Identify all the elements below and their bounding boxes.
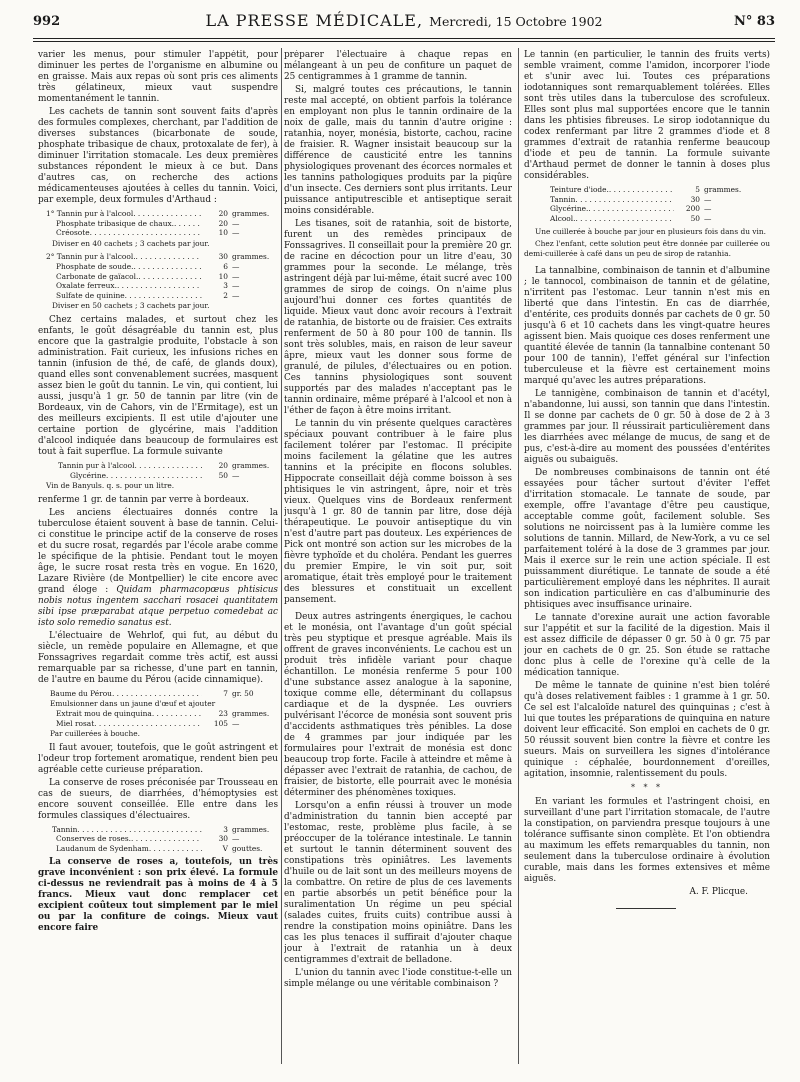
paragraph: De nombreuses combinaisons de tannin ont été essayées pour tâcher surtout d'éviter l'effet d'irritation stomacale. Le tannate de soude, par exemple, offre l'avantage d'être peu caustique, acceptable comme goût, facilement soluble. Ses solutions ne noircissent pas à la lumière comme les solutions de tannin. Millard, de New-York, a vu ce sel parfaitement toléré à la dose de 3 grammes par jour. Mais il exerce sur le rein une action spéciale. Il est puissamment diurétique. Le tannate de soude a été particulièrement employé dans les néphrites. Il aurait son indication particulière en cas d'albuminurie des phtisiques avec insuffisance urinaire. (524, 468, 770, 611)
ingredient: Extrait mou de quinquina (56, 708, 152, 718)
unit: grammes. (232, 209, 270, 218)
formula-line (550, 185, 750, 195)
end-rule (616, 908, 676, 909)
quantity: 3 (223, 824, 228, 834)
quantity: 10 (218, 228, 228, 238)
quantity: 30 (218, 834, 228, 844)
quantity: 105 (213, 718, 228, 728)
formula-line (46, 209, 278, 219)
formula-line (46, 252, 278, 262)
issue-number: N° 83 (734, 14, 775, 29)
formula-line (52, 844, 278, 854)
paragraph: Si, malgré toutes ces précautions, le tannin reste mal accepté, on obtient parfois la tolérance en employant non plus le tannin ordinaire de la noix de galle, mais du tannin d'autre origine : ratanhia, noyer, monésia, bistorte, cachou, racine de fraisier. R. Wagner insistait beaucoup sur la différence de causticité entre les tannins physiologiques provenant des écorces normales et les tannins pathologiques produits par la piqûre d'un insecte. Ces derniers sont plus irritants. Leur puissance antiputrescible et antiseptique serait moins considérable. (284, 85, 512, 216)
unit: — (232, 261, 240, 271)
unit: — (232, 228, 240, 238)
paragraph: La conserve de roses a, toutefois, un très grave inconvénient : son prix élevé. La formule ci-dessus ne reviendrait pas à moins de 4 à 5 francs. Mieux vaut donc remplacer cet excipient coûteux tout simplement par le miel ou par la confiture de coings. Mieux vaut encore faire (38, 857, 278, 934)
paragraph: Deux autres astringents énergiques, le cachou et le monésia, ont l'avantage d'un goût spécial très peu styptique et presque agréable. Mais ils offrent de graves inconvénients. Le cachou est un produit très infidèle variant pour chaque échantillon. Le monésia renferme 5 pour 100 d'une substance assez analogue à la saponine, toxique comme elle, déterminant du collapsus cardiaque et de la dyspnée. Les ouvriers pulvérisant l'écorce de monésia sont souvent pris d'accidents asthmatiques très pénibles. La dose de 4 grammes par jour indiquée par les formulaires pour l'extrait de monésia est donc beaucoup trop forte. Facile à atteindre et même à dépasser avec l'extrait de ratanhia, de cachou, de fraisier, de bistorte, elle pourrait avec le monésia déterminer des phénomènes toxiques. (284, 612, 512, 798)
unit: — (232, 470, 240, 480)
issue-date: Mercredi, 15 Octobre 1902 (429, 14, 603, 29)
ingredient: Phosphate tribasique de chaux. (56, 218, 174, 228)
unit: grammes. (232, 708, 270, 718)
unit: grammes. (232, 252, 270, 262)
unit: — (232, 218, 240, 228)
formula-line (46, 281, 278, 291)
ingredient: Tannin (52, 824, 78, 834)
column-2 (284, 50, 512, 1068)
latin-quotation: Quidam pharmacopœus phtisicus nobis notus ingentem sacchari rosacei quantitatem sibi ipse præparabat atque perpetuo comedebat ac isto solo remedio sanatus est. (38, 584, 278, 628)
ingredient: 2° Tannin pur à l'alcool. (46, 252, 136, 262)
formula-line (52, 834, 278, 844)
paragraph: Le tannin du vin présente quelques caractères spéciaux pouvant contribuer à le faire plus facilement tolérer par l'estomac. Il précipite moins facilement la gélatine que les autres tannins et la précipite en flocons solubles. Hippocrate conseillait déjà comme boisson à ses phtisiques le vin astringent, âpre, noir et très vieux. Quelques vins de Bordeaux renferment jusqu'à 1 gr. 80 de tannin par litre, dose déjà thérapeutique. Le pouvoir antiseptique du vin n'est d'autre part pas douteux. Les expériences de Pick ont montré son action sur les microbes de la fièvre typhoïde et du choléra. Pendant les guerres du premier Empire, le vin soit pur, soit aromatique, était très employé pour le traitement des blessures et constituait un excellent pansement. (284, 419, 512, 605)
formula-line (50, 689, 278, 699)
formula-line (550, 214, 750, 224)
paragraph: Le tannate d'orexine aurait une action favorable sur l'appétit et sur la facilité de la digestion. Mais il est assez difficile de dépasser 0 gr. 50 à 0 gr. 75 par jour en cachets de 0 gr. 25. Son étude se rattache donc plus à celle de l'orexine qu'à celle de la médication tannique. (524, 613, 770, 679)
ingredient: Miel rosat (56, 718, 95, 728)
formula-note: Par cuillerées à bouche. (50, 729, 141, 739)
formula-line (550, 195, 750, 205)
formula-2 (46, 252, 278, 311)
formula-note: Une cuillerée à bouche par jour en plusieurs fois dans du vin. (535, 227, 766, 237)
ingredient: Glycérine. (550, 204, 589, 214)
unit: — (232, 290, 240, 300)
paragraph-text: Les anciens électuaires donnés contre la tuberculose étaient souvent à base de tannin. Celui-ci constitue le principe actif de la conserve de roses et du sucre rosat, regardés par l'école arabe comme le spécifique de la phtisie. Pendant tout le moyen âge, le sucre rosat resta très en vogue. En 1620, Lazare Rivière (de Montpellier) le cite encore avec grand éloge : (38, 507, 278, 595)
quantity: 50 (690, 213, 700, 223)
formula-line (46, 291, 278, 301)
quantity: 7 (223, 688, 228, 698)
quantity: 20 (218, 460, 228, 470)
ingredient: Phosphate de soude. (56, 261, 134, 271)
paragraph (38, 508, 278, 629)
quantity: 2 (223, 290, 228, 300)
ingredient: 1° Tannin pur à l'alcool (46, 209, 134, 218)
paragraph: L'électuaire de Wehrlof, qui fut, au début du siècle, un remède populaire en Allemagne, et que Fonssagrives regardait comme très actif, est aussi remarquable par sa richesse, d'une part en tannin, de l'autre en baume du Pérou (acide cinnamique). (38, 630, 278, 685)
ingredient: Créosote (56, 228, 90, 238)
paragraph: Les cachets de tannin sont souvent faits d'après des formules complexes, cherchant, par l'addition de diverses substances (bicarbonate de soude, phosphate tribasique de chaux, protoxalate de fer), à diminuer l'irritation stomacale. Les deux premières substances répondent le mieux à ce but. Dans d'autres cas, on recherche des actions médicamenteuses ajoutées à celles du tannin. Voici, par exemple, deux formules d'Arthaud : (38, 107, 278, 205)
header-rule (33, 38, 775, 39)
formula-1 (46, 209, 278, 248)
unit: — (704, 213, 712, 223)
unit: grammes. (232, 460, 270, 470)
quantity: 20 (218, 209, 228, 218)
formula-line (50, 709, 278, 719)
journal-title (33, 11, 775, 30)
unit: — (232, 834, 240, 844)
formula-note: Chez l'enfant, cette solution peut être donnée par cuillerée ou demi-cuillerée à café dans un peu de sirop de ratanhia. (524, 238, 770, 258)
formula-line (46, 272, 278, 282)
formula-line (550, 204, 750, 214)
column-divider (281, 48, 282, 1064)
quantity: 6 (223, 261, 228, 271)
formula-note: Diviser en 40 cachets ; 3 cachets par jour. (52, 238, 210, 248)
ingredient: Sulfate de quinine (56, 290, 125, 300)
paragraph: varier les menus, pour stimuler l'appétit, pour diminuer les pertes de l'organisme en albumine ou en graisse. Mais aux repas où sont pris ces aliments très gélatineux, mieux vaut suspendre momentanément le tannin. (38, 50, 278, 104)
paragraph: Les tisanes, soit de ratanhia, soit de bistorte, furent un des remèdes principaux de Fonssagrives. Il conseillait pour la première 20 gr. de racine en décoction pour un litre d'eau, 30 grammes pour la seconde. Le mélange, très astringent déjà par lui-même, était sucré avec 100 grammes de sirop de coings. On n'aime plus aujourd'hui donner ces fortes quantités de liquide. Mieux vaut donc avoir recours à l'extrait de ratanhia, de bistorte ou de fraisier. Ces extraits renferment de 50 à 80 pour 100 de tannin. Ils sont très solubles, mais, en raison de leur saveur âpre, mieux vaut les donner sous forme de granulé, de pilules, d'électuaires ou en potion. Ces tannins physiologiques sont souvent supportés par des malades n'acceptant pas le tannin ordinaire, même préparé à l'alcool et non à l'éther de façon à être moins irritant. (284, 219, 512, 416)
column-divider (518, 48, 519, 1064)
formula-5 (52, 825, 278, 854)
paragraph: préparer l'électuaire à chaque repas en mélangeant à un peu de confiture un paquet de 25 centigrammes à 1 gramme de tannin. (284, 50, 512, 82)
paragraph: Il faut avouer, toutefois, que le goût astringent et l'odeur trop fortement aromatique, rendent bien peu agréable cette curieuse préparation. (38, 742, 278, 775)
formula-instruction: Emulsionner dans un jaune d'œuf et ajouter (50, 699, 216, 709)
paragraph: Chez certains malades, et surtout chez les enfants, le goût désagréable du tannin est, plus encore que la gastralgie produite, l'obstacle à son administration. Fait curieux, les infusions riches en tannin (infusion de thé, de café, de glands doux), quand elles sont convenablement sucrées, masquent assez bien le goût du tannin. Le vin, qui contient, lui aussi, jusqu'à 1 gr. 50 de tannin par litre (vin de Bordeaux, vin de Cahors, vin de l'Ermitage), est un des meilleurs excipients. Il est utile d'ajouter une certaine portion de glycérine, mais l'addition d'alcool indiquée dans beaucoup de formulaires est tout à fait superflue. La formule suivante (38, 314, 278, 457)
page-number: 992 (33, 14, 61, 29)
quantity: 5 (695, 185, 700, 194)
formula-4 (50, 689, 278, 739)
quantity: 200 (685, 204, 700, 214)
paragraph: Le tannin (en particulier, le tannin des fruits verts) semble vraiment, comme l'amidon, incorporer l'iode et s'unir avec lui. Toutes ces préparations iodotanniques sont remarquablement tolérées. Elles sont très utiles dans la tuberculose des scrofuleux. Elles sont plus mal supportées encore que le tannin dans les phtisies fibreuses. Le sirop iodotannique du codex renfermant par litre 2 grammes d'iode et 8 grammes d'extrait de ratanhia renferme beaucoup d'iode et peu de tannin. La formule suivante d'Arthaud permet de donner le tannin à doses plus considérables. (524, 50, 770, 181)
unit: gouttes. (232, 843, 263, 853)
formula-line (46, 262, 278, 272)
quantity: 23 (218, 708, 228, 718)
unit: — (232, 718, 240, 728)
unit: grammes. (232, 824, 270, 834)
formula-line (52, 825, 278, 835)
quantity: 30 (218, 252, 228, 262)
unit: — (704, 204, 712, 214)
column-1 (38, 50, 278, 1068)
journal-name: LA PRESSE MÉDICALE, (205, 11, 424, 30)
unit: gr. 50 (232, 688, 254, 698)
ingredient: Tannin (550, 194, 576, 204)
formula-note: Vin de Banyuls. q. s. pour un litre. (46, 481, 175, 491)
ingredient: Oxalate ferreux. (56, 281, 117, 291)
paragraph: Lorsqu'on a enfin réussi à trouver un mode d'administration du tannin bien accepté par l'estomac, reste, problème plus facile, à se préoccuper de la tolérance intestinale. Le tannin et surtout le tannin déterminent souvent des constipations très opiniâtres. Les lavements d'huile ou de lait sont un des meilleurs moyens de la combattre. On retire de plus de ces lavements en partie absorbés un petit bénéfice pour la suralimentation Un régime un peu spécial (salades cuites, fruits cuits) contribue aussi à rendre la constipation moins opiniâtre. Dans les cas les plus tenaces il suffirait d'ajouter chaque jour à l'extrait de ratanhia un à deux centigrammes d'extrait de belladone. (284, 801, 512, 965)
ingredient: Teinture d'iode. (550, 185, 609, 194)
paragraph: La tannalbine, combinaison de tannin et d'albumine ; le tannocol, combinaison de tannin et de gélatine, n'irritent pas l'estomac. Leur tannin n'est mis en liberté que dans l'intestin. En cas de diarrhée, d'entérite, ces produits donnés par cachets de 0 gr. 50 jusqu'à 6 et 10 cachets dans les vingt-quatre heures agissent bien. Mais quoique ces doses renferment une quantité élevée de tannin (la tannalbine contenant 50 pour 100 de tannin), l'effet général sur l'infection tuberculeuse et la fièvre est certainement moins marqué qu'avec les autres préparations. (524, 266, 770, 387)
unit: — (232, 281, 240, 291)
formula-line (58, 471, 278, 481)
formula-line (50, 719, 278, 729)
formula-line (46, 228, 278, 238)
quantity: 30 (690, 194, 700, 204)
formula-3 (46, 460, 278, 491)
paragraph: De même le tannate de quinine n'est bien toléré qu'à doses relativement faibles : 1 gramme à 1 gr. 50. Ce sel est l'alcaloïde naturel des quinquinas ; c'est à lui que toutes les préparations de quinquina en nature doivent leur efficacité. Son emploi en cachets de 0 gr. 50 réussit souvent bien contre la fièvre et contre les sueurs. Mais on surveillera les signes d'intolérance quinique : céphalée, bourdonnement d'oreilles, agitation, insomnie, ralentissement du pouls. (524, 681, 770, 780)
ingredient: Conserves de roses. (56, 834, 131, 844)
unit: — (232, 271, 240, 281)
ingredient: Carbonate de gaïacol. (56, 271, 139, 281)
ingredient: Alcool. (550, 213, 576, 223)
header-rule-double (33, 41, 775, 42)
unit: — (704, 194, 712, 204)
paragraph: L'union du tannin avec l'iode constitue-t-elle un simple mélange ou une véritable combinaison ? (284, 968, 512, 989)
quantity: 10 (218, 271, 228, 281)
ingredient: Baume du Pérou (50, 688, 112, 698)
formula-line (46, 219, 278, 229)
unit: grammes. (704, 185, 742, 194)
formula-note: Diviser en 50 cachets ; 3 cachets par jour. (52, 301, 210, 311)
quantity: V (222, 843, 228, 853)
formula-line (58, 461, 278, 471)
ingredient: Glycérine (70, 470, 106, 480)
paragraph: En variant les formules et l'astringent choisi, en surveillant d'une part l'irritation stomacale, de l'autre la constipation, on parviendra presque toujours à une tolérance suffisante sinon complète. Et l'on obtiendra au maximum les effets remarquables du tannin, non seulement dans la tuberculose ordinaire à évolution curable, mais dans les formes extensives et même aiguës. (524, 797, 770, 885)
author-signature: A. F. Plicque. (689, 887, 748, 898)
ingredient: Laudanum de Sydenham (56, 843, 149, 853)
paragraph: La conserve de roses préconisée par Trousseau en cas de sueurs, de diarrhées, d'hémoptysies est encore souvent conseillée. Elle entre dans les formules classiques d'électuaires. (38, 777, 278, 821)
paragraph: Le tannigène, combinaison de tannin et d'acétyl, n'abandonne, lui aussi, son tannin que dans l'intestin. Il se donne par cachets de 0 gr. 50 à dose de 2 à 3 grammes par jour. Il réussirait particulièrement dans les diarrhées avec mélange de mucus, de sang et de pus, c'est-à-dire au moment des poussées d'entérites aiguës ou subaiguës. (524, 389, 770, 466)
section-asterism: * * * (630, 783, 664, 793)
page-header (33, 10, 775, 36)
paragraph: renferme 1 gr. de tannin par verre à bordeaux. (38, 494, 249, 505)
formula-iodotannique (550, 185, 750, 223)
quantity: 20 (218, 218, 228, 228)
ingredient: Tannin pur à l'alcool (58, 460, 135, 470)
column-3 (524, 50, 770, 1068)
quantity: 50 (218, 470, 228, 480)
quantity: 3 (223, 281, 228, 291)
